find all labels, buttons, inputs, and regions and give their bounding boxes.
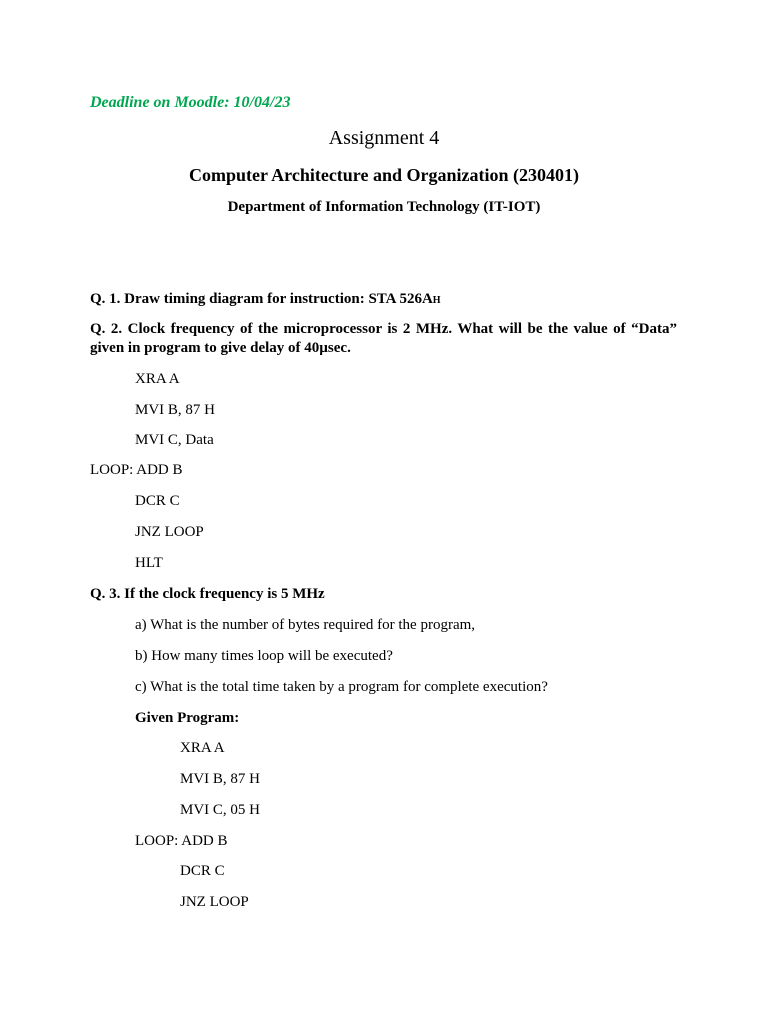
q2-program-line: DCR C	[135, 493, 180, 509]
q2-program-line: MVI C, Data	[135, 432, 214, 448]
q3-program-line: LOOP: ADD B	[135, 833, 228, 849]
question-3: Q. 3. If the clock frequency is 5 MHz	[90, 586, 325, 602]
deadline-note: Deadline on Moodle: 10/04/23	[90, 94, 291, 111]
q2-program-line: HLT	[135, 555, 163, 571]
q3-program-line: MVI B, 87 H	[180, 771, 261, 787]
q3-program-line: MVI C, 05 H	[180, 802, 261, 818]
q2-program-line: XRA A	[135, 371, 180, 387]
assignment-title: Assignment 4	[328, 127, 440, 149]
q3-program-line: DCR C	[180, 863, 225, 879]
given-program-label: Given Program:	[135, 710, 240, 726]
q3-program-line: XRA A	[180, 740, 225, 756]
q2-program-line: JNZ LOOP	[135, 524, 204, 540]
q2-program-line: MVI B, 87 H	[135, 402, 216, 418]
course-title: Computer Architecture and Organization (230401)	[189, 165, 579, 185]
q2-program-line: LOOP: ADD B	[90, 462, 183, 478]
q3-part: b) How many times loop will be executed?	[135, 648, 393, 664]
question-2: Q. 2. Clock frequency of the microprocessor is 2 MHz. What will be the value of “Data” given in program to give delay of 40µsec.	[90, 321, 677, 356]
question-1-text: Q. 1. Draw timing diagram for instruction: STA 526A	[90, 291, 433, 307]
department-name: Department of Information Technology (IT-IOT)	[227, 199, 541, 215]
hex-subscript: H	[432, 295, 441, 306]
q3-part: c) What is the total time taken by a program for complete execution?	[135, 679, 548, 695]
question-1	[90, 290, 441, 310]
q3-part: a) What is the number of bytes required for the program,	[135, 617, 476, 633]
q3-program-line: JNZ LOOP	[180, 894, 249, 910]
